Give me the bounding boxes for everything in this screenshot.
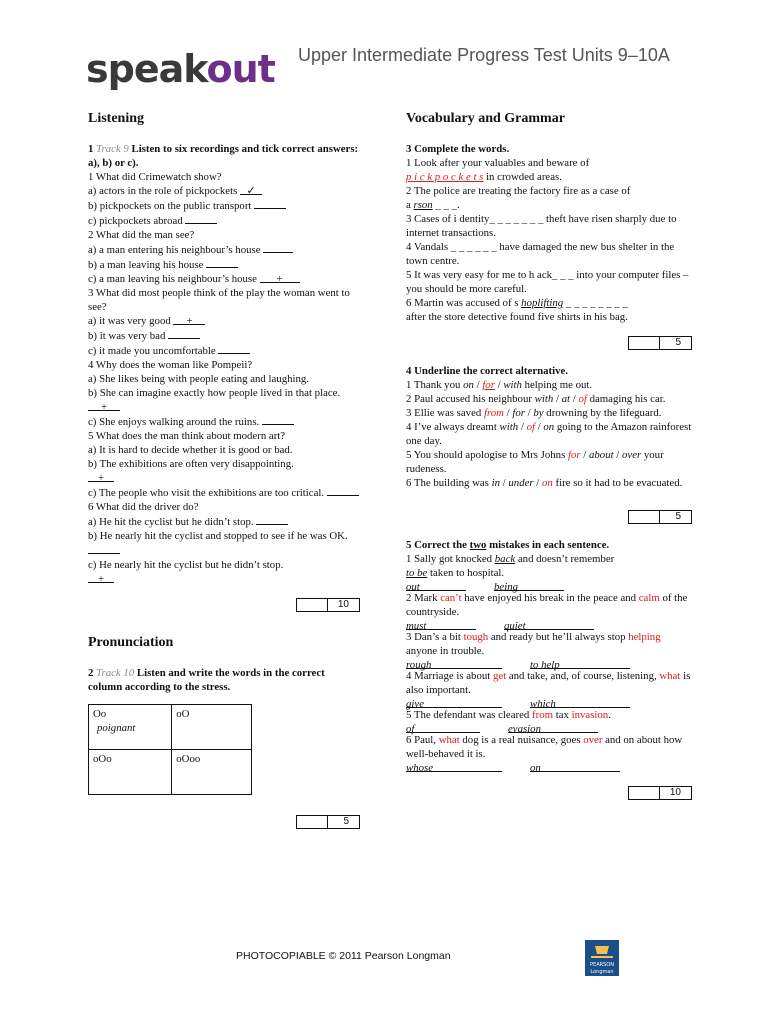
tick-mark: ✓ — [246, 185, 256, 197]
q1-4: 4 Why does the woman like Pompeii? — [88, 359, 253, 371]
q1-1: 1 What did Crimewatch show? — [88, 171, 222, 183]
q4-4: 4 I’ve always dreamt with / of / on going to the Amazon rainforest one day. — [406, 421, 692, 447]
pearson-logo — [585, 940, 619, 976]
q1-6c: c) He nearly hit the cyclist but he didn’t stop. + — [88, 559, 284, 585]
q1-3b: b) it was very bad — [88, 328, 360, 343]
q1-4c: c) She enjoys walking around the ruins. — [88, 414, 360, 429]
score-box-5: 10 — [628, 786, 692, 800]
stress-cell-oOoo: oOoo — [172, 750, 252, 795]
vocab-heading: Vocabulary and Grammar — [406, 111, 565, 126]
listening-heading: Listening — [88, 111, 145, 126]
q5-4: 4 Marriage is about get and take, and, of course, listening, what is also important. — [406, 670, 691, 696]
q4-1: 1 Thank you on / for / with helping me out. — [406, 379, 593, 391]
q5-6-corrections: whose on — [406, 761, 692, 772]
q1-6b: b) He nearly hit the cyclist and stopped to see if he was OK. — [88, 529, 360, 558]
footer-text: PHOTOCOPIABLE © 2011 Pearson Longman — [236, 950, 451, 962]
q5-1-corrections: out being — [406, 580, 692, 591]
q1-1a: a) actors in the role of pickpockets ✓ — [88, 184, 360, 198]
q1-6: 6 What did the driver do? — [88, 501, 199, 513]
right-column — [406, 110, 692, 800]
q1-2a: a) a man entering his neighbour’s house — [88, 242, 360, 257]
score-box-2: 5 — [296, 815, 360, 829]
q1-4a: a) She likes being with people eating and laughing. — [88, 373, 309, 385]
q5-3-corrections: rough to help — [406, 658, 692, 669]
test-title: Upper Intermediate Progress Test Units 9–10A — [298, 45, 670, 65]
q4-5: 5 You should apologise to Mrs Johns for / about / over your rudeness. — [406, 449, 664, 475]
q3-2-cont: a rson _ _ _. — [406, 199, 460, 211]
q5-5-corrections: of evasion — [406, 722, 692, 733]
q1-3c: c) it made you uncomfortable — [88, 343, 360, 358]
q3-4: 4 Vandals _ _ _ _ _ _ have damaged the new bus shelter in the town centre. — [406, 241, 675, 267]
q1-2c: c) a man leaving his neighbour’s house + — [88, 272, 360, 286]
q4-3: 3 Ellie was saved from / for / by drowning by the lifeguard. — [406, 407, 662, 419]
q5-title: 5 Correct the two mistakes in each sentence. — [406, 539, 610, 551]
q1-5b: b) The exhibitions are often very disappointing. + — [88, 458, 294, 484]
q1-1b: b) pickpockets on the public transport — [88, 198, 360, 213]
stress-table — [88, 704, 252, 795]
svg-text:PEARSON: PEARSON — [590, 962, 614, 968]
q1-2b: b) a man leaving his house — [88, 257, 360, 272]
q4-6: 6 The building was in / under / on fire so it had to be evacuated. — [406, 477, 683, 489]
q5-6: 6 Paul, what dog is a real nuisance, goes over and on about how well-behaved it is. — [406, 734, 683, 760]
q1-5c: c) The people who visit the exhibitions are too critical. — [88, 485, 360, 500]
q2-instruction: 2 Track 10 Listen and write the words in the correct column according to the stress. — [88, 667, 325, 693]
q3-1-cont: p i c k p o c k e t s in crowded areas. — [406, 171, 562, 183]
left-column — [88, 110, 360, 829]
q1-1c: c) pickpockets abroad — [88, 213, 360, 228]
q5-5: 5 The defendant was cleared from tax invasion. — [406, 709, 611, 721]
q1-6a: a) He hit the cyclist but he didn’t stop. — [88, 514, 360, 529]
q1-5a: a) It is hard to decide whether it is good or bad. — [88, 444, 293, 456]
q3-5: 5 It was very easy for me to h ack_ _ _ into your computer files – you should be more careful. — [406, 269, 689, 295]
stress-cell-oO: oO — [172, 705, 252, 750]
q4-title: 4 Underline the correct alternative. — [406, 365, 569, 377]
q5-1: 1 Sally got knocked back and doesn’t remember to be taken to hospital. — [406, 553, 615, 579]
q1-5: 5 What does the man think about modern art? — [88, 430, 286, 442]
q3-6: 6 Martin was accused of s hoplifting _ _ _ _ _ _ _ _ — [406, 297, 628, 309]
speakout-logo: speakout — [86, 47, 275, 91]
q1-4b: b) She can imagine exactly how people lived in that place. + — [88, 387, 341, 413]
q5-2-corrections: must quiet — [406, 619, 692, 630]
stress-cell-oOo: oOo — [89, 750, 172, 795]
q1-instruction: 1 Track 9 Listen to six recordings and tick correct answers: a), b) or c). — [88, 143, 359, 169]
score-box-1: 10 — [296, 598, 360, 612]
stress-cell-oo: Oo poignant — [89, 705, 172, 750]
pronunciation-heading: Pronunciation — [88, 635, 174, 650]
score-box-3: 5 — [628, 336, 692, 350]
q5-2: 2 Mark can’t have enjoyed his break in the peace and calm of the countryside. — [406, 592, 688, 618]
q3-1: 1 Look after your valuables and beware of — [406, 157, 590, 169]
q4-2: 2 Paul accused his neighbour with / at / of damaging his car. — [406, 393, 666, 405]
q1-3: 3 What did most people think of the play the woman went to see? — [88, 287, 350, 313]
q1-3a: a) it was very good + — [88, 314, 360, 328]
q5-3: 3 Dan’s a bit tough and ready but he’ll always stop helping anyone in trouble. — [406, 631, 661, 657]
q3-6-cont: after the store detective found five shirts in his bag. — [406, 311, 628, 323]
q3-3: 3 Cases of i dentity_ _ _ _ _ _ _ theft have risen sharply due to internet transactions. — [406, 213, 677, 239]
q5-4-corrections: give which — [406, 697, 692, 708]
score-box-4: 5 — [628, 510, 692, 524]
q3-2: 2 The police are treating the factory fire as a case of — [406, 185, 631, 197]
q3-title: 3 Complete the words. — [406, 143, 510, 155]
q1-2: 2 What did the man see? — [88, 229, 195, 241]
svg-text:Longman: Longman — [590, 969, 614, 975]
